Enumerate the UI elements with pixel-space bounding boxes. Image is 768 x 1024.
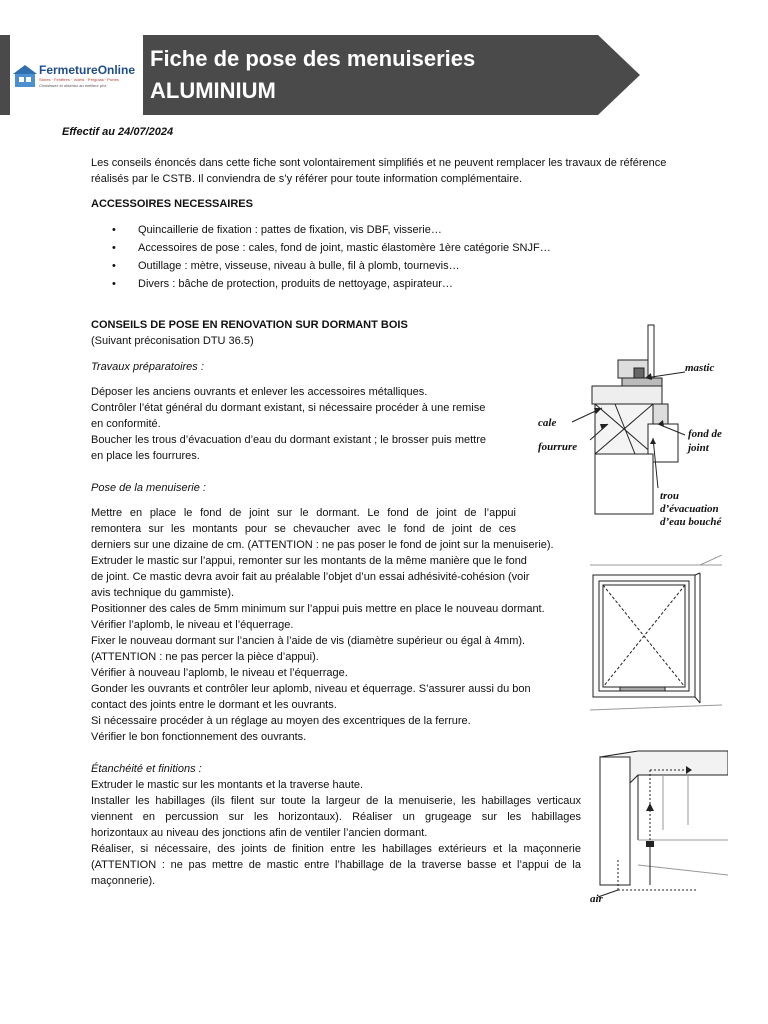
finish-line: Installer les habillages (ils filent sur toute la largeur de la menuiserie, les habillages verticaux [91, 795, 581, 807]
label-cale: cale [538, 417, 557, 429]
page-title-line1: Fiche de pose des menuiseries [150, 46, 476, 71]
list-item [112, 240, 551, 256]
window-drawing [590, 555, 722, 720]
finish-line: maçonnerie). [91, 875, 156, 887]
finish-line: viennent en percussion sur les horizontaux). Réaliser un grugeage sur les habillages [91, 811, 581, 823]
prep-line: en place les fourrures. [91, 450, 200, 462]
list-item [112, 222, 442, 238]
accessories-heading: ACCESSOIRES NECESSAIRES [91, 198, 253, 210]
prep-line: en conformité. [91, 418, 161, 430]
window-diagram [590, 555, 722, 720]
list-item [112, 258, 460, 274]
intro-line-2: réalisés par le CSTB. Il conviendra de s’y référer pour toute information complémentaire. [91, 173, 523, 185]
renovation-heading: CONSEILS DE POSE EN RENOVATION SUR DORMANT BOIS [91, 319, 408, 331]
label-fond-de-joint-1: fond de [688, 428, 722, 440]
pose-line: Vérifier l’aplomb, le niveau et l’équerrage. [91, 619, 294, 631]
bullet-icon: • [112, 260, 116, 272]
header-accent-bar [0, 35, 10, 115]
pose-line: Mettre en place le fond de joint sur le dormant. Le fond de joint de l’appui [91, 507, 516, 519]
pose-line: remontera sur les montants pour se chevaucher avec le fond de joint de ces [91, 523, 516, 535]
brand-logo [12, 62, 142, 92]
intro-line-1: Les conseils énoncés dans cette fiche sont volontairement simplifiés et ne peuvent remplacer les travaux de référence [91, 157, 667, 169]
logo-slogan: Choisissez et obtenez au meilleur prix [39, 83, 107, 88]
label-fourrure: fourrure [538, 441, 578, 453]
prep-line: Contrôler l’état général du dormant existant, si nécessaire procéder à une remise [91, 402, 486, 414]
pose-line: Fixer le nouveau dormant sur l’ancien à l’aide de vis (diamètre supérieur ou égal à 4mm). [91, 635, 526, 647]
effective-date: Effectif au 24/07/2024 [62, 126, 174, 138]
pose-line: Vérifier à nouveau l’aplomb, le niveau et l’équerrage. [91, 667, 348, 679]
pose-line: Gonder les ouvrants et contrôler leur aplomb, niveau et équerrage. S’assurer aussi du bon [91, 683, 531, 695]
list-item-text: Accessoires de pose : cales, fond de joint, mastic élastomère 1ère catégorie SNJF… [138, 242, 551, 254]
label-air: air [590, 893, 603, 905]
finish-line: Extruder le mastic sur les montants et la traverse haute. [91, 779, 364, 791]
bullet-icon: • [112, 278, 116, 290]
bullet-icon: • [112, 224, 116, 236]
finish-line: (ATTENTION : ne pas mettre de mastic entre l’habillage de la traverse basse et l’appui de la [91, 859, 581, 871]
bullet-icon: • [112, 242, 116, 254]
label-trou-3: d’eau bouché [660, 516, 722, 528]
logo-tagline: Stores · Fenêtres · Volets · Pergolas · Portes [39, 77, 119, 82]
finish-line: horizontaux au niveau des jonctions afin de ventiler l’ancien dormant. [91, 827, 428, 839]
habillage-diagram [588, 745, 728, 910]
list-item-text: Divers : bâche de protection, produits de nettoyage, aspirateur… [138, 278, 453, 290]
pose-line: Positionner des cales de 5mm minimum sur l’appui puis mettre en place le nouveau dormant. [91, 603, 545, 615]
finish-title: Étanchéité et finitions : [91, 763, 202, 775]
logo-text: FermetureOnline [39, 63, 136, 77]
pose-line: (ATTENTION : ne pas percer la pièce d’appui). [91, 651, 319, 663]
pose-title: Pose de la menuiserie : [91, 482, 206, 494]
label-trou-2: d’évacuation [660, 503, 719, 515]
renovation-subheading: (Suivant préconisation DTU 36.5) [91, 335, 254, 347]
list-item-text: Quincaillerie de fixation : pattes de fixation, vis DBF, visserie… [138, 224, 442, 236]
pose-line: de joint. Ce mastic devra avoir fait au préalable l’objet d’un essai adhésivité-cohésion (voir [91, 571, 530, 583]
pose-line: derniers sur une dizaine de cm. (ATTENTION : ne pas poser le fond de joint sur la menuiserie). [91, 539, 554, 551]
pose-line: contact des joints entre le dormant et les ouvrants. [91, 699, 337, 711]
habillage-drawing [588, 745, 728, 910]
list-item [112, 276, 453, 292]
label-trou-1: trou [660, 490, 679, 502]
prep-title: Travaux préparatoires : [91, 361, 204, 373]
prep-line: Boucher les trous d’évacuation d’eau du dormant existant ; le brosser puis mettre [91, 434, 486, 446]
prep-line: Déposer les anciens ouvrants et enlever les accessoires métalliques. [91, 386, 428, 398]
list-item-text: Outillage : mètre, visseuse, niveau à bulle, fil à plomb, tournevis… [138, 260, 460, 272]
pose-line: avis technique du gammiste). [91, 587, 235, 599]
pose-line: Si nécessaire procéder à un réglage au moyen des excentriques de la ferrure. [91, 715, 471, 727]
finish-line: Réaliser, si nécessaire, des joints de finition entre les habillages extérieurs et la maçonnerie [91, 843, 581, 855]
pose-line: Vérifier le bon fonctionnement des ouvrants. [91, 731, 307, 743]
house-icon [12, 64, 38, 88]
page-title-line2: ALUMINIUM [150, 78, 276, 103]
section-diagram [530, 320, 740, 535]
label-mastic: mastic [685, 362, 715, 374]
label-fond-de-joint-2: joint [688, 442, 709, 454]
pose-line: Extruder le mastic sur l’appui, remonter sur les montants de la même manière que le fond [91, 555, 527, 567]
